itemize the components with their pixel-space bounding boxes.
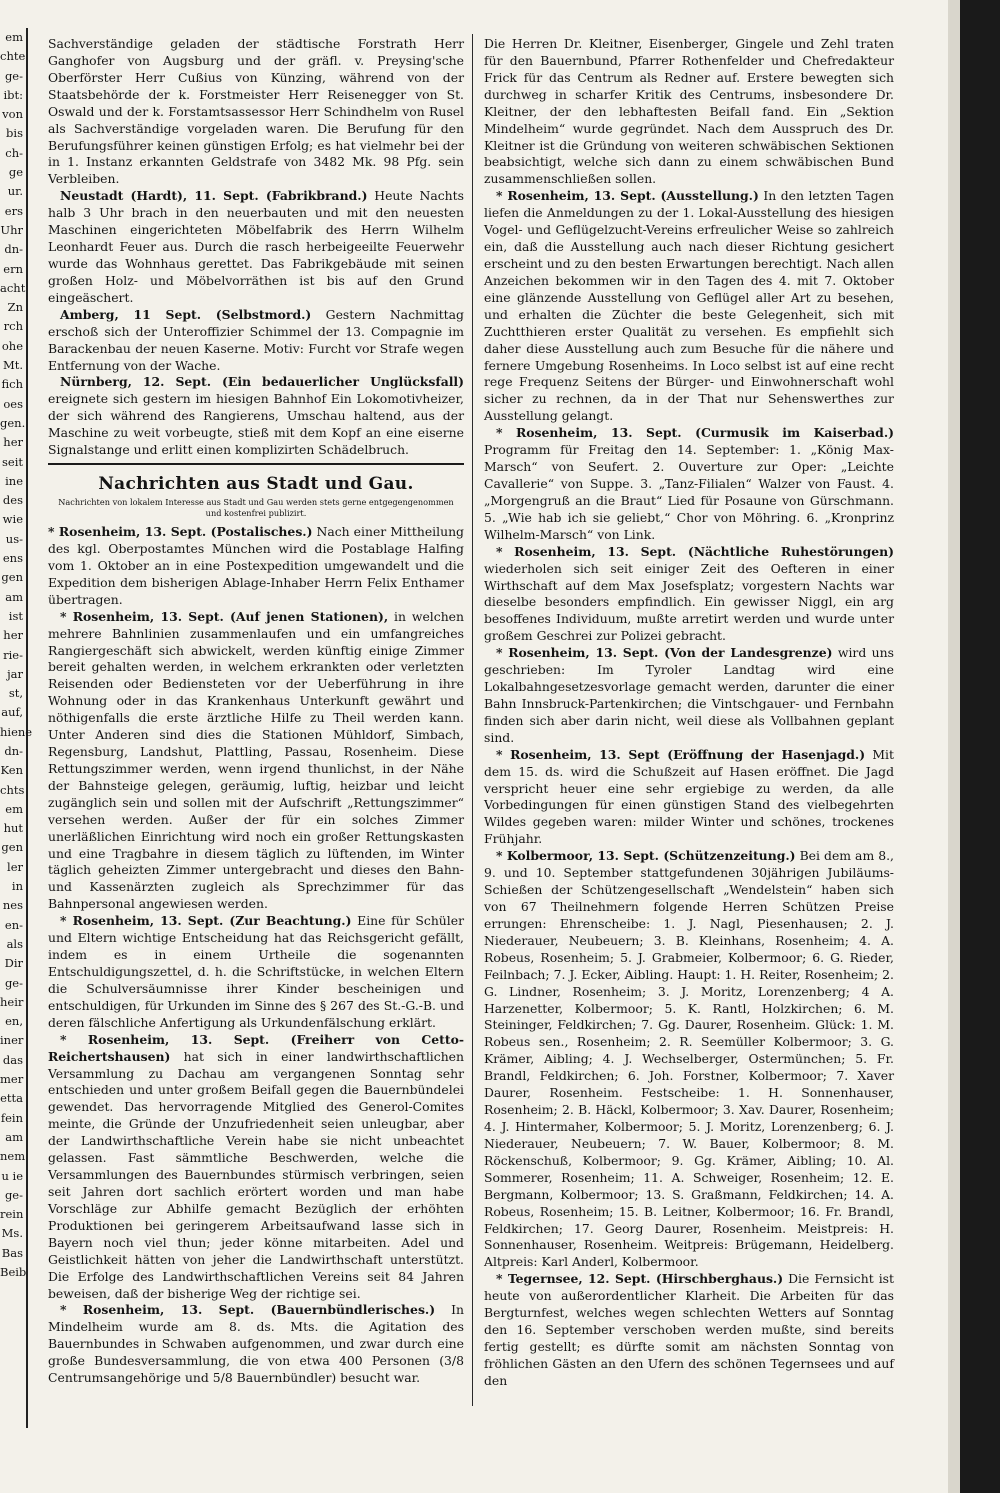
- margin-fragment: Bas: [1, 1245, 23, 1260]
- margin-fragment: ine: [5, 473, 23, 488]
- margin-fragment: gen.: [0, 415, 26, 430]
- margin-fragment: us-: [5, 531, 23, 546]
- margin-fragment: in: [11, 879, 23, 894]
- article-text: Programm für Freitag den 14. September: 1. „König Max-Marsch“ von Seufert. 2. Ouverture zur Oper: „Leichte Cavallerie“ von Suppe. 3. „Tanz-Filialen“ Walzer von Faust. 4. „Morgengruß an die Braut“ Lied für Posaune von Gürschmann. 5. „Wie hab ich sie geliebt,“ Chor von Möhring. 6. „Kronprinz Wilhelm-Marsch“ von Link.: [484, 442, 894, 542]
- article-dateline: * Rosenheim, 13. Sept. (Nächtliche Ruhestörungen): [496, 543, 894, 559]
- margin-fragment: her: [3, 628, 23, 643]
- margin-fragment: wie: [2, 512, 23, 527]
- page-edge-shadow: [948, 0, 960, 1493]
- article-dateline: Amberg, 11 Sept. (Selbstmord.): [60, 306, 312, 322]
- margin-fragment: ers: [4, 203, 23, 218]
- margin-fragment: oes: [3, 396, 23, 411]
- margin-fragment: Ken: [0, 763, 23, 778]
- article-paragraph: [484, 848, 894, 1271]
- margin-fragment: am: [5, 1129, 23, 1144]
- section-rule: [48, 463, 464, 465]
- margin-fragment: ibt:: [3, 87, 23, 102]
- article-text: Nach einer Mittheilung des kgl. Oberpostamtes München wird die Postablage Halfing vom 1. Oktober an in eine Postexpedition umgewandelt und die Expedition dem bisherigen Ablage-Inhaber Herrn Felix Enthamer übertragen.: [48, 524, 464, 607]
- article-text: wird uns geschrieben: Im Tyroler Landtag wird eine Lokalbahngesetzesvorlage gemacht werden, darunter die einer Bahn Innsbruck-Partenkirchen; die Vintschgauer- und Fernbahn finden sich aber darin nicht, weil diese als Vollbahnen geplant sind.: [484, 645, 894, 745]
- article-paragraph: [484, 425, 894, 543]
- margin-fragment: ge-: [4, 1187, 23, 1202]
- margin-fragment: am: [5, 589, 23, 604]
- column-divider: [472, 34, 473, 1406]
- margin-fragment: ch-: [5, 145, 23, 160]
- margin-fragment: etta: [0, 1091, 23, 1106]
- margin-fragment: Zn: [7, 300, 23, 315]
- margin-fragment: fein: [0, 1110, 23, 1125]
- margin-fragment: ens: [2, 551, 23, 566]
- margin-fragment: Uhr: [0, 222, 23, 237]
- margin-fragment: dn-: [4, 242, 23, 257]
- article-paragraph: [48, 913, 464, 1031]
- margin-fragment: ist: [8, 608, 23, 623]
- margin-fragment: acht: [0, 280, 26, 295]
- margin-fragment: em: [5, 801, 23, 816]
- article-dateline: * Kolbermoor, 13. Sept. (Schützenzeitung.): [496, 848, 796, 864]
- article-paragraph: [484, 645, 894, 747]
- margin-fragment: ohe: [1, 338, 23, 353]
- margin-fragment: seit: [1, 454, 23, 469]
- article-dateline: Nürnberg, 12. Sept. (Ein bedauerlicher Unglücksfall): [60, 374, 464, 390]
- article-dateline: * Rosenheim, 13. Sept. (Auf jenen Stationen),: [60, 608, 389, 624]
- article-dateline: * Rosenheim, 13. Sept. (Freiherr von Cetto-Reichertshausen): [48, 1031, 464, 1064]
- section-note: Nachrichten von lokalem Interesse aus Stadt und Gau werden stets gerne entgegengenommen und kostenfrei publizirt.: [58, 497, 454, 518]
- margin-fragment: ge: [8, 165, 23, 180]
- right-column: [484, 36, 894, 1390]
- margin-fragment: chts: [0, 782, 25, 797]
- section-title: Nachrichten aus Stadt und Gau.: [98, 474, 414, 495]
- article-paragraph: [48, 609, 464, 914]
- article-text: Die Fernsicht ist heute von außerordentlicher Klarheit. Die Arbeiten für das Bergturnfest, welches wegen schlechten Wetters auf Sonntag den 16. September verschoben werden mußte, sind bereits fertig gestellt; es dürfte somit am nächsten Sonntag von fröhlichen Gästen an den Ufern des schönen Tegernsees und auf den: [484, 1271, 894, 1388]
- margin-fragment: heir: [0, 994, 24, 1009]
- margin-fragment: hiene: [0, 724, 33, 739]
- left-column: [48, 36, 464, 1387]
- margin-fragment: Dir: [4, 956, 23, 971]
- margin-fragment: nes: [2, 898, 23, 913]
- margin-fragment: rch: [3, 319, 23, 334]
- margin-fragment: ern: [3, 261, 23, 276]
- article-paragraph: [48, 1032, 464, 1303]
- article-paragraph: [484, 747, 894, 849]
- margin-fragment: des: [2, 493, 23, 508]
- left-margin-fragments: [0, 28, 33, 1428]
- article-dateline: * Rosenheim, 13. Sept. (Curmusik im Kaiserbad.): [496, 425, 894, 441]
- margin-fragment: bis: [6, 126, 23, 141]
- article-paragraph: [48, 36, 464, 188]
- left-column-articles: [48, 36, 464, 459]
- margin-fragment: en-: [4, 917, 23, 932]
- margin-fragment: nem: [0, 1149, 26, 1164]
- margin-fragment: mer: [0, 1072, 24, 1087]
- right-column-articles: [484, 36, 894, 1390]
- article-dateline: * Rosenheim, 13. Sept. (Zur Beachtung.): [60, 913, 352, 929]
- article-dateline: * Rosenheim, 13. Sept. (Von der Landesgrenze): [496, 645, 833, 661]
- margin-fragment: das: [2, 1052, 23, 1067]
- margin-fragment: ge-: [4, 975, 23, 990]
- article-paragraph: [48, 524, 464, 609]
- article-text: Gestern Nachmittag erschoß sich der Unteroffizier Schimmel der 13. Compagnie im Barackenbau der neuen Kaserne. Motiv: Furcht vor Strafe wegen Entfernung von der Wache.: [48, 306, 464, 373]
- article-dateline: * Rosenheim, 13. Sept. (Postalisches.): [48, 524, 313, 540]
- margin-fragment: u ie: [1, 1168, 23, 1183]
- margin-fragment: Mt.: [2, 358, 23, 373]
- margin-fragment: her: [3, 435, 23, 450]
- article-paragraph: [48, 374, 464, 459]
- article-text: Sachverständige geladen der städtische Forstrath Herr Ganghofer von Augsburg und der gräfl. v. Preysing'sche Oberförster Herr Cußius von Künzing, während von der Staatsbehörde der k. Forstmeister Herr Reisenegger von St. Oswald und der k. Forstamtsassessor Herr Schindhelm von Rusel als Sachverständige vorgeladen waren. Die Berufung für den Berufungsführer keinen günstigen Erfolg; es hat vielmehr bei der in 1. Instanz erkannten Geldstrafe von 3482 Mk. 98 Pfg. sein Verbleiben.: [48, 36, 464, 187]
- margin-fragment: ler: [7, 859, 23, 874]
- margin-fragment: fich: [1, 377, 23, 392]
- page-edge-dark: [960, 0, 1000, 1493]
- article-paragraph: [484, 188, 894, 425]
- article-dateline: * Rosenheim, 13. Sept. (Bauernbündlerisches.): [60, 1302, 436, 1318]
- article-text: In Mindelheim wurde am 8. ds. Mts. die Agitation des Bauernbundes in Schwaben aufgenommen, und zwar durch eine große Bundesversammlung, die von etwa 400 Personen (3/8 Centrumsangehörige und 5/8 Bauernbündler) besucht war.: [48, 1302, 464, 1386]
- article-dateline: * Rosenheim, 13. Sept. (Ausstellung.): [496, 188, 759, 204]
- margin-fragment: Beib: [0, 1265, 27, 1279]
- article-text: Bei dem am 8., 9. und 10. September stattgefundenen 30jährigen Jubiläums-Schießen der Schützengesellschaft „Wendelstein“ haben sich von 67 Theilnehmern folgende Herren Schützen Preise errungen: Ehrenscheibe: 1. J. Nagl, Piesenhausen; 2. J. Niederauer, Neubeuern; 3. B. Kleinhans, Rosenheim; 4. A. Robeus, Rosenheim; 5. J. Grabmeier, Kolbermoor; 6. G. Rieder, Feilnbach; 7. J. Ecker, Aibling. Haupt: 1. H. Reiter, Rosenheim; 2. G. Lindner, Rosenheim; 3. J. Moritz, Lorenzenberg; 4 A. Harzenetter, Kolbermoor; 5. K. Rantl, Holzkirchen; 6. M. Steininger, Feldkirchen; 7. Gg. Daurer, Rosenheim. Glück: 1. M. Robeus sen., Rosenheim; 2. R. Seemüller Kolbermoor; 3. G. Krämer, Aibling; 4. J. Wechselberger, Ostermünchen; 5. Fr. Brandl, Feldkirchen; 6. Joh. Forstner, Kolbermoor; 7. Xaver Daurer, Rosenheim. Festscheibe: 1. H. Sonnenhauser, Rosenheim; 2. B. Häckl, Kolbermoor; 3. Xav. Daurer, Rosenheim; 4. J. Hintermaher, Kolbermoor; 5. J. Moritz, Lorenzenberg; 6. J. Niederauer, Neubeuern; 7. W. Bauer, Kolbermoor; 8. M. Röckenschuß, Kolbermoor; 9. Gg. Krämer, Aibling; 10. Al. Sommerer, Rosenheim; 11. A. Schweiger, Rosenheim; 12. E. Bergmann, Kolbermoor; 13. S. Graßmann, Feldkirchen; 14. A. Robeus, Rosenheim; 15. B. Leitner, Kolbermoor; 16. Fr. Brandl, Feldkirchen; 17. Georg Daurer, Rosenheim. Meistpreis: H. Sonnenhauser, Rosenheim. Weitpreis: Brügemann, Heidelberg. Altpreis: Karl Anderl, Kolbermoor.: [484, 848, 894, 1270]
- margin-fragment: ge-: [4, 68, 23, 83]
- margin-fragment: iner: [0, 1033, 24, 1048]
- article-paragraph: [48, 1302, 464, 1387]
- margin-fragment: rie-: [3, 647, 23, 662]
- margin-fragment: auf,: [1, 705, 23, 720]
- margin-fragment: als: [6, 936, 23, 951]
- margin-fragment: chte: [0, 49, 26, 64]
- margin-fragment: ur.: [7, 184, 23, 199]
- margin-fragment: en,: [5, 1014, 23, 1029]
- margin-fragment: jar: [7, 666, 23, 681]
- article-paragraph: [484, 36, 894, 188]
- article-dateline: Neustadt (Hardt), 11. Sept. (Fabrikbrand.): [60, 188, 368, 204]
- margin-fragment: st,: [8, 686, 23, 701]
- margin-fragment: rein: [0, 1207, 24, 1222]
- article-text: ereignete sich gestern im hiesigen Bahnhof Ein Lokomotivheizer, der sich während des Rangierens, Umschau haltend, aus der Maschine zu weit vorbeugte, stieß mit dem Kopf an eine eiserne Signalstange und erlitt einen komplizirten Schädelbruch.: [48, 391, 464, 458]
- article-dateline: * Rosenheim, 13. Sept (Eröffnung der Hasenjagd.): [496, 746, 866, 762]
- margin-fragment: em: [5, 30, 23, 44]
- margin-fragment: dn-: [4, 743, 23, 758]
- margin-fragment: gen: [1, 570, 23, 585]
- margin-fragment: gen: [1, 840, 23, 855]
- article-text: In den letzten Tagen liefen die Anmeldungen zu der 1. Lokal-Ausstellung des hiesigen Vogel- und Geflügelzucht-Vereins erfreulicher Weise so zahlreich ein, daß die Ausstellung auch nach dieser Richtung gesichert erscheint und zu den besten Erwartungen berechtigt. Nach allen Anzeichen bekommen wir in den Tagen des 4. mit 7. Oktober eine glänzende Ausstellung von Geflügel aller Art zu besehen, und erhalten die Züchter die beste Gelegenheit, sich mit Zuchtthieren erster Qualität zu versehen. Es empfiehlt sich daher diese Ausstellung auch zum Besuche für die nähere und fernere Umgebung Rosenheims. In Loco selbst ist auf eine recht rege Frequenz Seitens der Bürger- und Einwohnerschaft wohl sicher zu rechnen, da in der That nur Sehenswerthes zur Ausstellung gelangt.: [484, 188, 894, 424]
- margin-fragment: Ms.: [1, 1226, 23, 1241]
- article-paragraph: [48, 307, 464, 375]
- article-text: wiederholen sich seit einiger Zeit des Oefteren in einer Wirthschaft auf dem Max Josefsplatz; vorgestern Nachts war dieselbe besonders empfindlich. Ein gewisser Niggl, ein arg besoffenes Individuum, mußte arretirt werden und wurde unter großem Geschrei zur Polizei gebracht.: [484, 560, 894, 644]
- article-text: Mit dem 15. ds. wird die Schußzeit auf Hasen eröffnet. Die Jagd verspricht heuer eine sehr ergiebige zu werden, da alle Vorbedingungen für einen günstigen Stand des vielbegehrten Wildes gegeben waren: milder Winter und schönes, trockenes Frühjahr.: [484, 746, 894, 847]
- article-text: Eine für Schüler und Eltern wichtige Entscheidung hat das Reichsgericht gefällt, indem es in einem Urtheile die sogenannten Entschuldigungszettel, d. h. die Schriftstücke, in welchen Eltern die Schulversäumnisse ihrer Kinder bescheinigen und entschuldigen, für Urkunden im Sinne des § 267 des St.-G.-B. und deren fälschliche Anfertigung als Urkundenfälschung erklärt.: [48, 913, 464, 1030]
- article-text: Die Herren Dr. Kleitner, Eisenberger, Gingele und Zehl traten für den Bauernbund, Pfarrer Rothenfelder und Chefredakteur Frick für das Centrum als Redner auf. Erstere bewegten sich durchweg in scharfer Kritik des Centrums, insbesondere Dr. Kleitner, der den lebhaftesten Beifall fand. Ein „Sektion Mindelheim“ wurde gegründet. Nach dem Ausspruch des Dr. Kleitner ist die Gründung von weiteren schwäbischen Sektionen beabsichtigt, welche sich dann zu einem schwäbischen Bund zusammenschließen sollen.: [484, 36, 894, 187]
- local-news-list: [48, 524, 464, 1387]
- article-paragraph: [484, 544, 894, 646]
- margin-fragment: hut: [3, 821, 23, 836]
- article-dateline: * Tegernsee, 12. Sept. (Hirschberghaus.): [496, 1271, 784, 1287]
- article-paragraph: [484, 1271, 894, 1389]
- article-paragraph: [48, 188, 464, 306]
- article-text: in welchen mehrere Bahnlinien zusammenlaufen und ein umfangreiches Rangiergeschäft sich abwickelt, werden künftig einige Zimmer bereit gehalten werden, in welchem erkrankten oder verletzten Reisenden oder Bediensteten vor der Ueberführung in ihre Wohnung oder in das Krankenhaus Unterkunft gewährt und nöthigenfalls die erste ärztliche Hilfe zu Theil werden kann. Unter Anderen sind dies die Stationen Mühldorf, Simbach, Regensburg, Landshut, Plattling, Passau, Rosenheim. Diese Rettungszimmer werden, wenn irgend thunlichst, in der Nähe der Bahnsteige gelegen, geräumig, luftig, heizbar und leicht zugänglich sein und sollen mit der Aufschrift „Rettungszimmer“ versehen werden. Außer der für ein solches Zimmer unerläßlichen Einrichtung wird noch ein großer Rettungskasten und eine Tragbahre in diesem täglich zu lüftenden, im Winter täglich geheizten Zimmer untergebracht und dieses den Bahn- und Kassenärzten zugleich als Sprechzimmer für das Bahnpersonal angewiesen werden.: [48, 608, 464, 912]
- article-text: hat sich in einer landwirthschaftlichen Versammlung zu Dachau am vergangenen Sonntag sehr entschieden und unter großem Beifall gegen die Bauernbündelei gewendet. Das hervorragende Mitglied des Generol-Comites meinte, die Gründe der Unzufriedenheit seien unleugbar, aber der Landwirthschaftliche Verein habe sie nicht unbeachtet gelassen. Fast sämmtliche Beschwerden, welche die Versammlungen des Bauernbundes stürmisch verbringen, seien seit Jahren dort sachlich erörtert worden und man habe Vorschläge zur Abhilfe gemacht Bezüglich der erhöhten Produktionen bei geringerem Arbeitsaufwand lasse sich in Bayern noch viel thun; jeder könne mitarbeiten. Adel und Geistlichkeit hätten von jeher die Landwirthschaft unterstützt. Die Erfolge des Landwirthschaftlichen Vereins seit 84 Jahren beweisen, daß der bisherige Weg der richtige sei.: [48, 1048, 464, 1301]
- article-text: Heute Nachts halb 3 Uhr brach in den neuerbauten und mit den neuesten Maschinen eingerichteten Möbelfabrik des Herrn Wilhelm Leonhardt Feuer aus. Durch die rasch herbeigeeilte Feuerwehr wurde das Wohnhaus gerettet. Das Fabrikgebäude mit seinen großen Holz- und Möbelvorräthen ist bis auf den Grund eingeäschert.: [48, 188, 465, 305]
- margin-fragment: von: [2, 107, 23, 122]
